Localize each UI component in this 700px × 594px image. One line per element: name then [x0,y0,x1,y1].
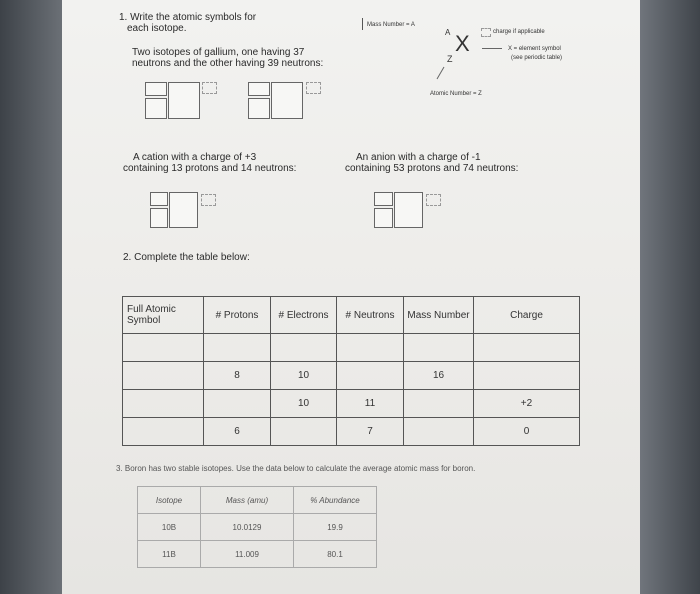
cell-protons[interactable]: 8 [204,362,271,390]
atomic-number-box[interactable] [145,98,167,119]
q3-header-row [138,487,377,514]
table-row [138,514,377,541]
legend-subscript-z: Z [447,54,453,64]
header-electrons: # Electrons [271,297,337,334]
cell-charge[interactable]: 0 [474,418,580,446]
background-right [640,0,700,594]
cell-symbol[interactable] [123,362,204,390]
header-mass-number: Mass Number [404,297,474,334]
atomic-number-box[interactable] [150,208,168,228]
table-row [123,362,580,390]
q3-mass: 11.009 [201,541,294,568]
legend-tick [362,18,363,30]
cell-charge[interactable] [474,334,580,362]
boron-data-table [137,486,377,568]
legend-arrow-line [482,48,502,49]
cation-prompt-line2: containing 13 protons and 14 neutrons: [123,163,297,174]
q1-title-line2: each isotope. [127,23,187,34]
mass-number-box[interactable] [248,82,270,96]
legend-superscript-a: A [445,28,451,37]
mass-number-box[interactable] [150,192,168,206]
cell-neutrons[interactable]: 11 [337,390,404,418]
anion-prompt-line2: containing 53 protons and 74 neutrons: [345,163,519,174]
table-row [123,334,580,362]
cell-neutrons[interactable] [337,334,404,362]
cell-mass-number[interactable]: 16 [404,362,474,390]
cation-prompt-line1: A cation with a charge of +3 [133,152,257,163]
cell-electrons[interactable]: 10 [271,390,337,418]
symbol-box[interactable] [169,192,198,228]
header-charge: Charge [474,297,580,334]
charge-box[interactable] [426,194,441,206]
legend-element-symbol: X = element symbol [508,46,561,52]
cell-protons[interactable]: 6 [204,418,271,446]
q3-abundance: 80.1 [294,541,377,568]
charge-box[interactable] [201,194,216,206]
cell-electrons[interactable] [271,418,337,446]
q3-title: 3. Boron has two stable isotopes. Use the data below to calculate the average atomic mass for boron. [116,464,476,473]
gallium-prompt-line1: Two isotopes of gallium, one having 37 [132,47,305,58]
q3-isotope: 11B [138,541,201,568]
legend-atomic-line [437,67,445,80]
legend-element-symbol-x: X [455,31,470,56]
cell-protons[interactable] [204,334,271,362]
cell-protons[interactable] [204,390,271,418]
q3-mass: 10.0129 [201,514,294,541]
symbol-box[interactable] [394,192,423,228]
cell-electrons[interactable] [271,334,337,362]
symbol-box[interactable] [271,82,303,119]
isotope-table [122,296,580,446]
legend-mass-number: Mass Number = A [367,22,415,28]
header-protons: # Protons [204,297,271,334]
charge-box[interactable] [202,82,217,94]
cell-neutrons[interactable] [337,362,404,390]
q2-title: 2. Complete the table below: [123,252,250,263]
cell-neutrons[interactable]: 7 [337,418,404,446]
q3-header-abundance: % Abundance [294,487,377,514]
q3-abundance: 19.9 [294,514,377,541]
cell-symbol[interactable] [123,334,204,362]
symbol-box[interactable] [168,82,200,119]
atomic-number-box[interactable] [374,208,393,228]
anion-prompt-line1: An anion with a charge of -1 [356,152,481,163]
charge-box[interactable] [306,82,321,94]
q1-title-line1: 1. Write the atomic symbols for [119,12,257,23]
mass-number-box[interactable] [374,192,393,206]
table-row [123,418,580,446]
mass-number-box[interactable] [145,82,167,96]
legend-periodic: (see periodic table) [511,55,563,61]
header-neutrons: # Neutrons [337,297,404,334]
cell-charge[interactable] [474,362,580,390]
table-row [138,541,377,568]
q3-header-isotope: Isotope [138,487,201,514]
worksheet-page [62,0,640,594]
background-left [0,0,62,594]
cell-symbol[interactable] [123,418,204,446]
legend-charge-box [481,28,491,37]
legend-charge: charge if applicable [493,29,545,35]
atomic-number-box[interactable] [248,98,270,119]
cell-mass-number[interactable] [404,418,474,446]
header-full-atomic-symbol: Full Atomic Symbol [123,297,204,334]
table-header-row [123,297,580,334]
cell-mass-number[interactable] [404,334,474,362]
table-row [123,390,580,418]
legend-atomic-number: Atomic Number = Z [430,91,482,97]
q3-header-mass: Mass (amu) [201,487,294,514]
cell-charge[interactable]: +2 [474,390,580,418]
q3-isotope: 10B [138,514,201,541]
cell-mass-number[interactable] [404,390,474,418]
gallium-prompt-line2: neutrons and the other having 39 neutrons: [132,58,324,69]
cell-electrons[interactable]: 10 [271,362,337,390]
cell-symbol[interactable] [123,390,204,418]
